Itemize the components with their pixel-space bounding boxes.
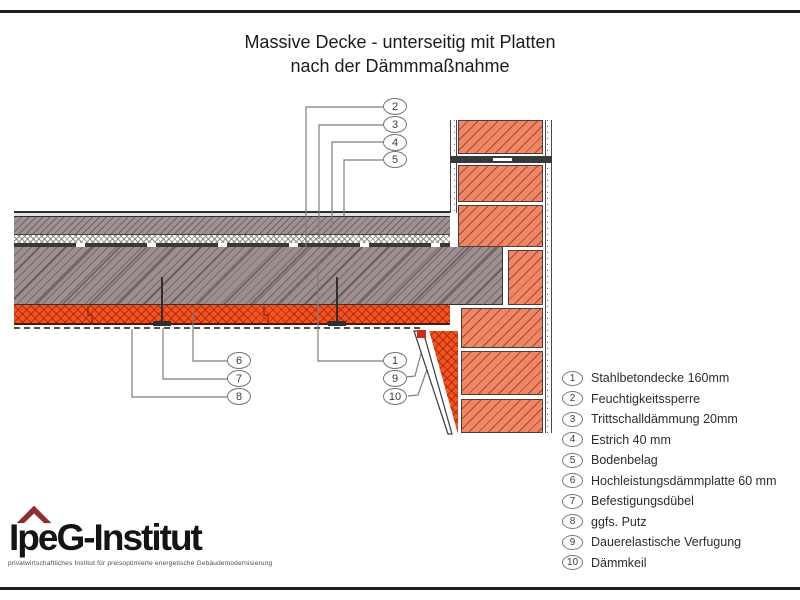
top-rule (0, 10, 800, 13)
legend-label-4: Estrich 40 mm (591, 432, 671, 447)
callout-8-num: 8 (235, 390, 243, 403)
brick (508, 250, 543, 305)
callout-10 (383, 388, 407, 405)
legend-bubble-5: 5 (562, 453, 583, 468)
callout-1 (383, 352, 407, 369)
brick (461, 308, 543, 348)
befestigungsduebel-stem (161, 277, 163, 323)
layer-trittschalldaemmung (14, 234, 450, 243)
title-line-1: Massive Decke - unterseitig mit Platten (244, 32, 556, 52)
legend-label-6: Hochleistungsdämmplatte 60 mm (591, 473, 777, 488)
logo-tagline: privatwirtschaftliches Institut für preisoptimierte energetische Gebäudemodernisierung (8, 560, 273, 567)
page-title (0, 30, 800, 79)
callout-8 (227, 388, 251, 405)
logo-roof-icon (15, 502, 53, 524)
callout-10-num: 10 (388, 390, 402, 403)
legend-label-2: Feuchtigkeitssperre (591, 391, 701, 406)
wall-plaster-strip-left (450, 120, 457, 213)
elastic-joint (417, 330, 426, 338)
callout-6 (227, 352, 251, 369)
bottom-rule (0, 587, 800, 590)
brick (461, 351, 543, 395)
callout-7 (227, 370, 251, 387)
callout-3 (383, 116, 407, 133)
callout-4-num: 4 (391, 136, 399, 149)
legend-bubble-2: 2 (562, 391, 583, 406)
befestigungsduebel-plate (153, 321, 171, 326)
legend-item-6 (562, 471, 800, 492)
legend-item-10 (562, 553, 800, 574)
legend-label-7: Befestigungsdübel (591, 494, 694, 509)
legend-item-8 (562, 512, 800, 533)
daemmkeil-insulation (426, 331, 458, 434)
legend-item-4 (562, 430, 800, 451)
legend-bubble-9: 9 (562, 535, 583, 550)
befestigungsduebel-plate (328, 321, 346, 326)
callout-2 (383, 98, 407, 115)
callout-9 (383, 370, 407, 387)
legend-item-1 (562, 368, 800, 389)
callout-2-num: 2 (391, 100, 399, 113)
callout-1-num: 1 (391, 354, 399, 367)
callout-9-num: 9 (391, 372, 399, 385)
legend-label-3: Trittschalldämmung 20mm (591, 412, 738, 427)
legend-item-7 (562, 491, 800, 512)
brick (461, 399, 543, 433)
befestigungsduebel-stem (336, 277, 338, 323)
legend-item-2 (562, 389, 800, 410)
legend-bubble-8: 8 (562, 514, 583, 529)
brick (458, 165, 543, 202)
legend-item-3 (562, 409, 800, 430)
wall-sealing-band (450, 156, 552, 163)
legend-item-9 (562, 532, 800, 553)
title-line-2: nach der Dämmmaßnahme (290, 56, 510, 77)
logo-name: IpeG-Institut (9, 517, 201, 558)
legend-label-5: Bodenbelag (591, 453, 658, 468)
legend-label-8: ggfs. Putz (591, 514, 647, 529)
layer-stahlbetondecke (14, 247, 503, 305)
legend-bubble-3: 3 (562, 412, 583, 427)
brick (458, 205, 543, 247)
layer-estrich (14, 217, 450, 234)
layer-daemmplatte (14, 305, 450, 325)
callout-5 (383, 151, 407, 168)
callout-3-num: 3 (391, 118, 399, 131)
sealing-band-gap (493, 158, 512, 161)
legend-item-5 (562, 450, 800, 471)
legend-label-10: Dämmkeil (591, 555, 647, 570)
legend-label-1: Stahlbetondecke 160mm (591, 371, 730, 386)
legend-bubble-6: 6 (562, 473, 583, 488)
layer-putz (14, 325, 420, 329)
wall-plaster-strip-right (545, 120, 552, 433)
legend-label-9: Dauerelastische Verfugung (591, 535, 742, 550)
legend-bubble-1: 1 (562, 371, 583, 386)
legend-bubble-7: 7 (562, 494, 583, 509)
legend-bubble-4: 4 (562, 432, 583, 447)
callout-4 (383, 134, 407, 151)
legend-bubble-10: 10 (562, 555, 583, 570)
callout-5-num: 5 (391, 153, 399, 166)
legend (562, 368, 800, 573)
brick (458, 120, 543, 154)
callout-6-num: 6 (235, 354, 243, 367)
callout-7-num: 7 (235, 372, 243, 385)
